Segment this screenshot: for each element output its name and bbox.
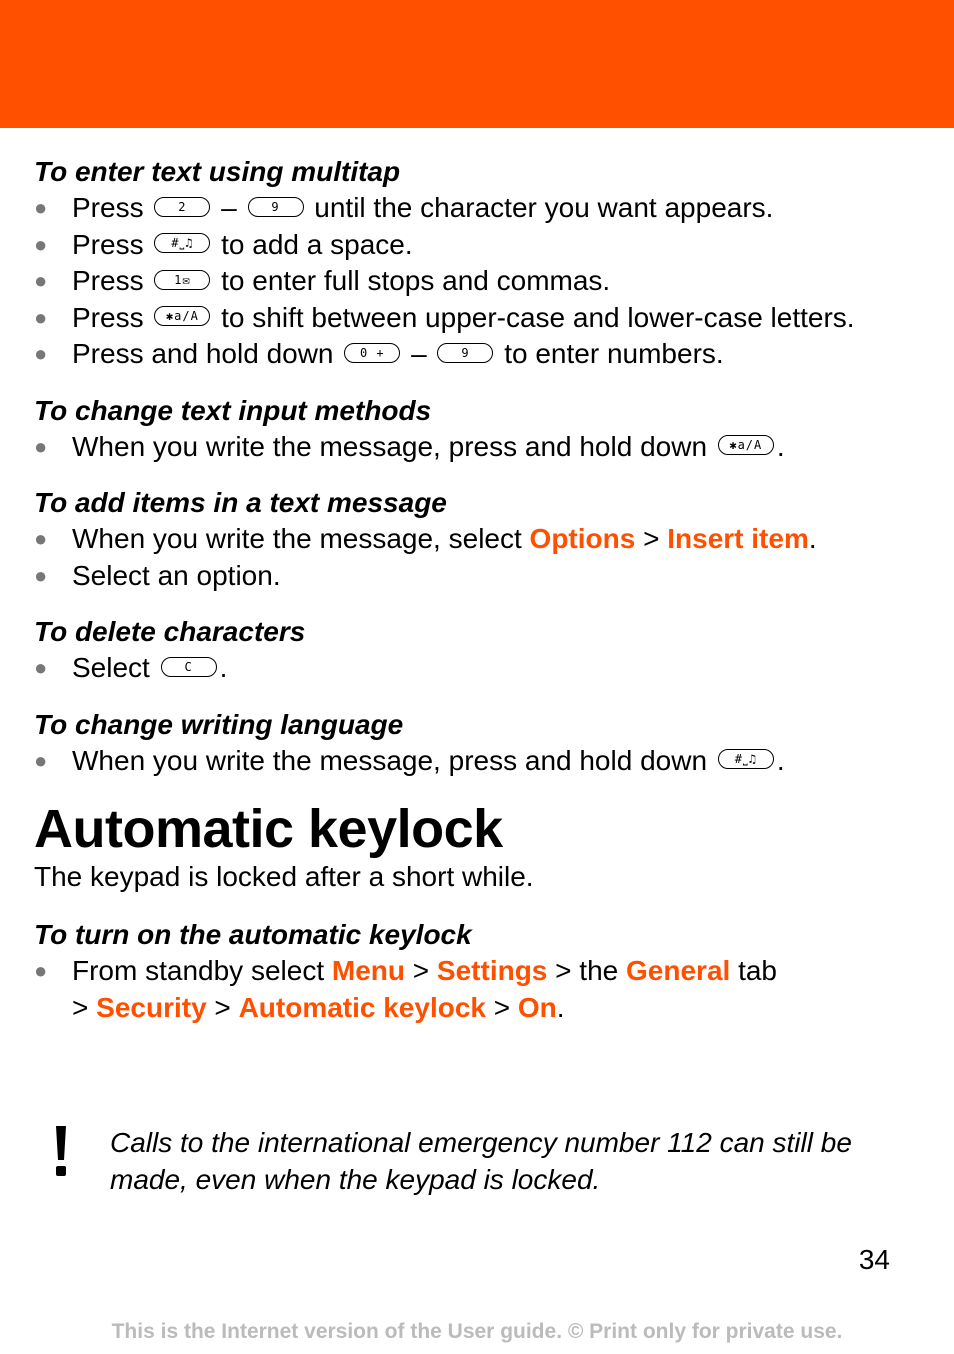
item-text: to enter full stops and commas. — [221, 265, 611, 296]
page-number: 34 — [858, 1244, 890, 1275]
bullet-list — [34, 650, 924, 687]
key-1-icon: 1✉ — [154, 270, 210, 290]
menu-automatic-keylock: Automatic keylock — [238, 991, 486, 1023]
bullet-icon: ● — [34, 433, 48, 459]
list-item — [34, 521, 924, 558]
item-text: > the — [555, 955, 619, 986]
item-text: When you write the message, press and hold down — [72, 430, 708, 462]
list-item — [34, 190, 924, 227]
item-text: From standby select — [72, 955, 325, 986]
bullet-icon: ● — [34, 231, 48, 257]
bullet-icon: ● — [34, 268, 48, 293]
separator: > — [72, 991, 89, 1023]
key-c-icon: C — [161, 657, 217, 677]
section-heading: To change text input methods — [34, 394, 432, 426]
item-text: tab — [738, 955, 778, 986]
key-star-icon: ✱a/A — [718, 435, 774, 455]
key-9-icon: 9 — [437, 343, 493, 363]
bullet-icon: ● — [34, 526, 48, 551]
section-language — [34, 707, 924, 780]
item-text: When you write the message, press and hold down — [72, 744, 708, 776]
note-text: Calls to the international emergency number 112 can still be made, even when the keypad is locked. — [110, 1127, 852, 1195]
section-heading: To turn on the automatic keylock — [34, 919, 472, 950]
item-text: until the character you want appears. — [314, 192, 774, 223]
note-box — [54, 1124, 924, 1198]
intro-text: The keypad is locked after a short while. — [34, 861, 534, 892]
menu-options: Options — [529, 523, 636, 554]
separator: > — [214, 991, 231, 1023]
bullet-icon: ● — [34, 304, 48, 330]
bullet-icon: ● — [34, 655, 48, 680]
section-keylock — [34, 917, 924, 1026]
bullet-icon: ● — [34, 195, 48, 220]
item-text: . — [808, 523, 817, 554]
section-delete — [34, 614, 924, 687]
menu-menu: Menu — [331, 955, 405, 986]
item-text: to enter numbers. — [504, 338, 724, 369]
key-0-icon: 0 + — [344, 343, 400, 363]
item-text: to add a space. — [221, 228, 413, 260]
item-text: to shift between upper-case and lower-case letters. — [221, 301, 855, 333]
header-bar — [0, 0, 954, 128]
section-heading: To enter text using multitap — [34, 156, 401, 187]
separator: > — [643, 523, 660, 554]
bullet-list — [34, 743, 924, 780]
item-text: . — [219, 652, 228, 683]
item-text: Press — [72, 265, 144, 296]
item-text: Press and hold down — [72, 338, 334, 369]
section-heading: To add items in a text message — [34, 487, 447, 518]
bullet-icon: ● — [34, 562, 48, 588]
separator: > — [412, 955, 430, 986]
bullet-list — [34, 521, 924, 594]
list-item — [34, 953, 924, 1026]
list-item — [34, 650, 924, 687]
item-text: . — [776, 430, 785, 462]
item-text: . — [556, 991, 565, 1023]
bullet-list — [34, 429, 924, 466]
bullet-icon: ● — [34, 747, 48, 773]
item-text: Press — [72, 192, 144, 223]
key-hash-icon: #⎵♫ — [154, 233, 210, 253]
item-text: . — [776, 744, 785, 776]
page-content — [34, 154, 924, 1046]
item-text: Press — [72, 228, 144, 260]
list-item — [34, 336, 924, 373]
key-star-icon: ✱a/A — [154, 306, 210, 326]
menu-settings: Settings — [436, 955, 548, 986]
section-heading: To change writing language — [34, 708, 404, 740]
list-item — [34, 263, 924, 300]
exclamation-icon — [54, 1126, 68, 1178]
item-text: Select — [72, 652, 150, 683]
list-item — [34, 227, 924, 264]
key-hash-icon: #⎵♫ — [718, 749, 774, 769]
section-multitap — [34, 154, 924, 373]
item-text: Select an option. — [72, 559, 281, 591]
section-input-methods — [34, 393, 924, 466]
item-text: When you write the message, select — [72, 523, 522, 554]
key-9-icon: 9 — [248, 197, 304, 217]
menu-insert-item: Insert item — [667, 523, 809, 554]
bullet-icon: ● — [34, 958, 48, 983]
item-text: Press — [72, 301, 144, 333]
dash: – — [221, 192, 237, 223]
list-item — [34, 743, 924, 780]
dash: – — [411, 338, 427, 369]
bullet-list — [34, 953, 924, 1026]
bullet-list — [34, 190, 924, 373]
menu-on: On — [517, 991, 557, 1023]
page-title: Automatic keylock — [34, 799, 503, 859]
menu-security: Security — [96, 991, 207, 1023]
list-item — [34, 300, 924, 337]
separator: > — [493, 991, 511, 1023]
menu-general: General — [626, 955, 731, 986]
section-add-items — [34, 485, 924, 594]
footer-text: This is the Internet version of the User guide. © Print only for private use. — [111, 1320, 843, 1343]
bullet-icon: ● — [34, 341, 48, 366]
section-heading: To delete characters — [34, 616, 306, 647]
list-item — [34, 558, 924, 595]
key-2-icon: 2 — [154, 197, 210, 217]
list-item — [34, 429, 924, 466]
